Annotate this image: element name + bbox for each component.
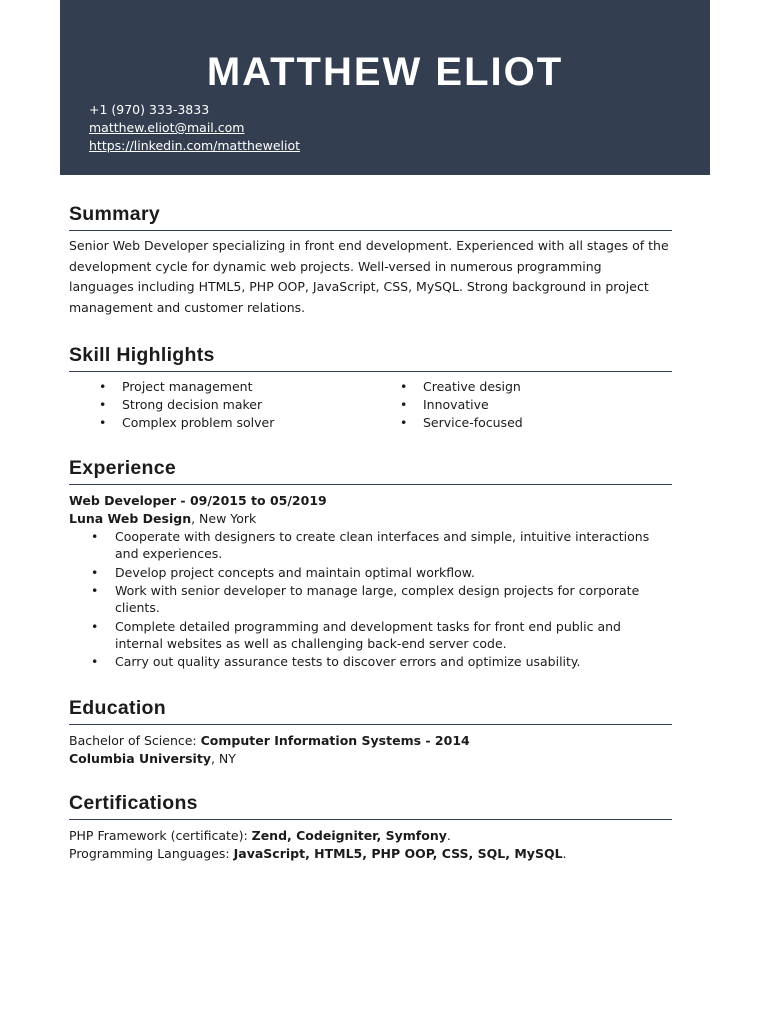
list-item: • Creative design — [400, 379, 521, 394]
experience-title: Experience — [69, 457, 177, 479]
list-item: • Innovative — [400, 397, 489, 412]
list-item: • Carry out quality assurance tests to discover errors and optimize usability. — [91, 654, 581, 669]
job-location: , New York — [191, 511, 257, 526]
skills-list — [69, 378, 672, 434]
list-item: • Develop project concepts and maintain optimal workflow. — [91, 564, 475, 580]
school-name: Columbia University — [69, 751, 211, 766]
job-heading — [69, 492, 672, 510]
skills-column-right — [400, 378, 523, 432]
degree-line — [69, 732, 672, 750]
certifications-section — [69, 790, 672, 863]
resume-header — [60, 0, 710, 175]
certification-line: PHP Framework (certificate): Zend, Codeigniter, Symfony. — [69, 828, 451, 843]
degree-label: Bachelor of Science: — [69, 733, 201, 748]
summary-section — [69, 201, 672, 318]
candidate-name: MATTHEW ELIOT — [206, 50, 564, 94]
contact-block — [89, 101, 300, 155]
skills-title: Skill Highlights — [69, 344, 215, 366]
degree-value: Computer Information Systems - 2014 — [200, 733, 470, 748]
section-divider — [69, 371, 672, 372]
job-dates: - 09/2015 to 05/2019 — [176, 493, 327, 508]
job-company: Luna Web Design — [69, 511, 192, 526]
certification-line: Programming Languages: JavaScript, HTML5, PHP OOP, CSS, SQL, MySQL. — [69, 846, 567, 861]
certifications-title: Certifications — [69, 792, 198, 814]
list-item: • Service-focused — [400, 415, 523, 430]
skills-column-left — [99, 378, 274, 432]
list-item: • Cooperate with designers to create clean interfaces and simple, intuitive interactions and experiences. — [91, 529, 650, 561]
email-link[interactable]: matthew.eliot@mail.com — [89, 120, 245, 135]
list-item: • Strong decision maker — [99, 397, 263, 412]
list-item: • Project management — [99, 379, 253, 394]
list-item: • Complete detailed programming and development tasks for front end public and internal websites as well as challenging back-end server code. — [91, 618, 621, 651]
summary-line: development cycle for dynamic web projects. Well-versed in numerous programming — [69, 258, 602, 274]
experience-bullets — [69, 528, 672, 670]
skills-section — [69, 342, 672, 434]
summary-line: Senior Web Developer specializing in front end development. Experienced with all stages of the — [69, 238, 669, 253]
summary-line: management and customer relations. — [69, 299, 306, 315]
section-divider — [69, 819, 672, 820]
school-line — [69, 750, 672, 768]
section-divider — [69, 484, 672, 485]
phone-number: +1 (970) 333-3833 — [89, 102, 210, 117]
list-item: • Complex problem solver — [99, 415, 275, 430]
education-section — [69, 695, 672, 768]
experience-section — [69, 455, 672, 672]
section-divider — [69, 724, 672, 725]
job-company-line — [69, 510, 672, 528]
section-divider — [69, 230, 672, 231]
summary-title: Summary — [69, 203, 160, 225]
school-location: , NY — [210, 751, 236, 766]
job-role: Web Developer — [69, 493, 177, 508]
list-item: • Work with senior developer to manage large, complex design projects for corporate clients. — [91, 583, 640, 615]
summary-line: languages including HTML5, PHP OOP, JavaScript, CSS, MySQL. Strong background in project — [69, 279, 649, 294]
summary-text — [69, 236, 672, 318]
education-title: Education — [69, 697, 166, 719]
linkedin-link[interactable]: https://linkedin.com/mattheweliot — [89, 138, 301, 153]
